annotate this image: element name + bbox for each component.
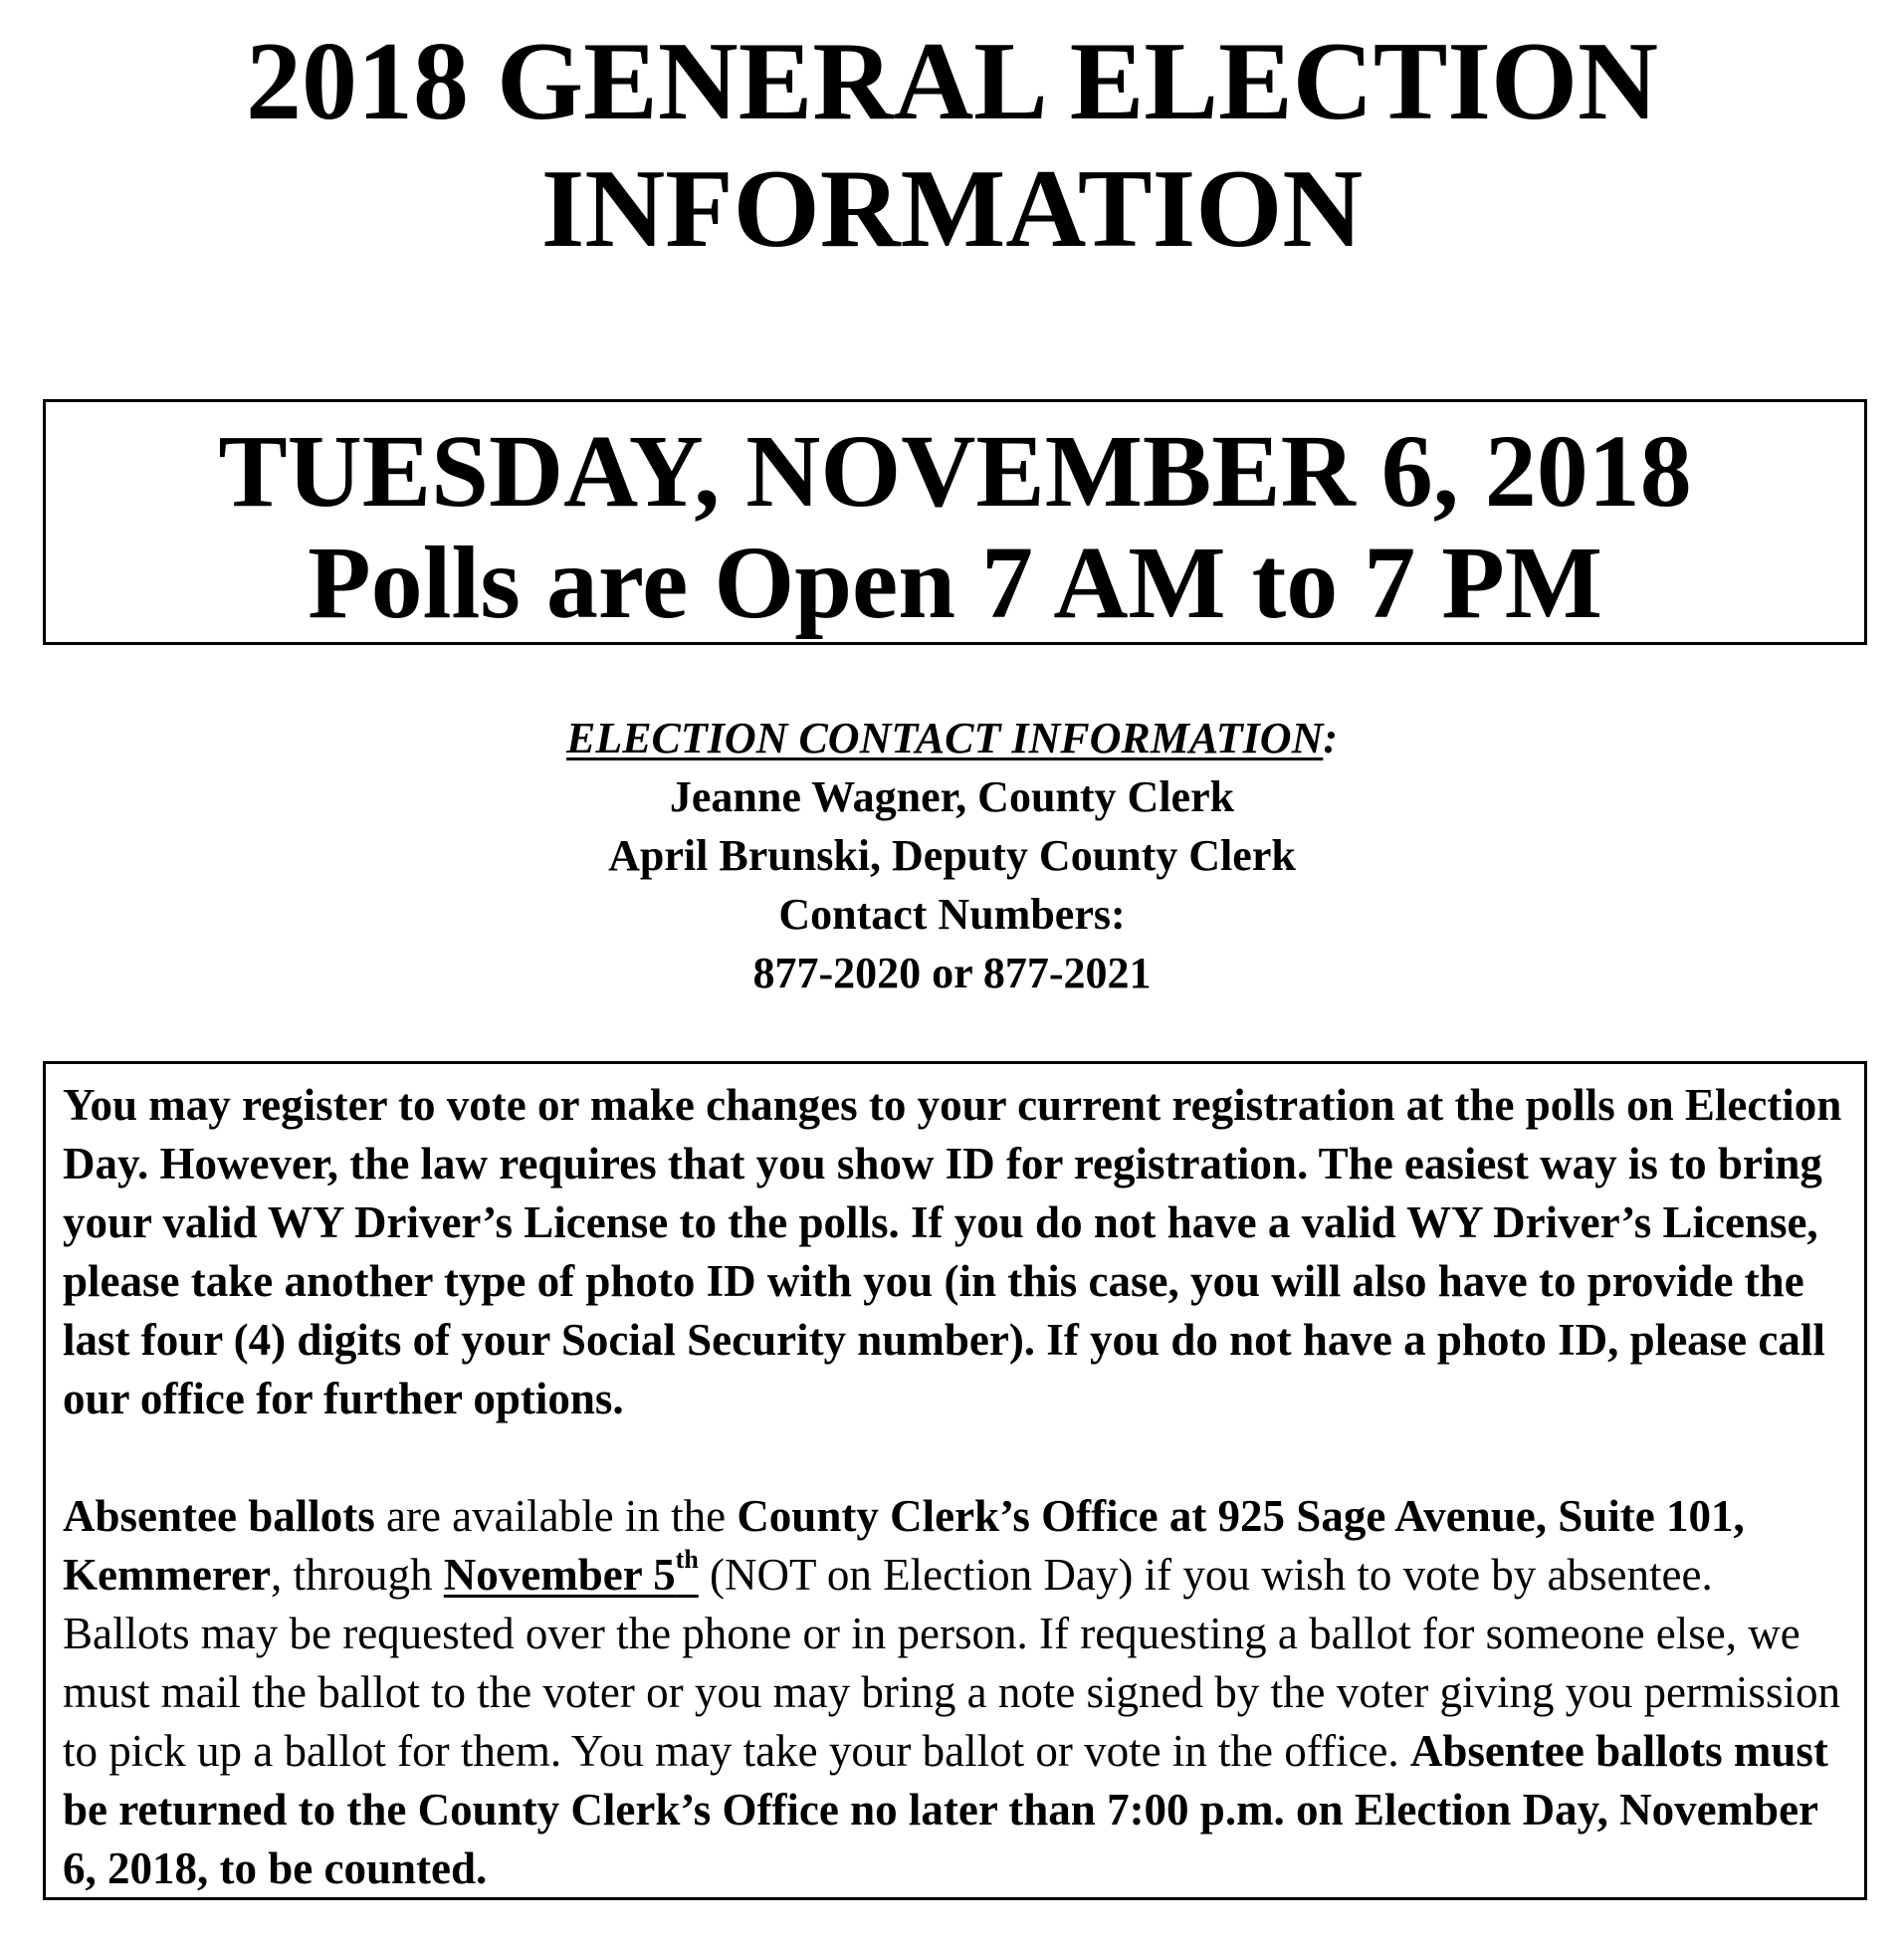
- absentee-paragraph: [63, 1487, 1848, 1898]
- absentee-text-1: are available in the: [374, 1491, 738, 1541]
- registration-paragraph: You may register to vote or make changes to your current registration at the polls on Election Day. However, the law requires that you show ID for registration. The easiest way is to bring your valid WY Driver’s License to the polls. If you do not have a valid WY Driver’s License, please take another type of photo ID with you (in this case, you will also have to provide the last four (4) digits of your Social Security number). If you do not have a photo ID, please call our office for further options.: [63, 1080, 1842, 1423]
- contact-section: [0, 709, 1904, 1002]
- contact-heading-colon: :: [1323, 714, 1338, 762]
- election-date-box: [43, 399, 1867, 645]
- contact-heading: [0, 709, 1904, 767]
- title-line-1: 2018 GENERAL ELECTION: [246, 20, 1658, 143]
- clerk-office-address: County Clerk’s Office at 925 Sage Avenue, Suite 101, Kemmerer: [63, 1491, 1745, 1600]
- page-title: [0, 18, 1904, 273]
- election-date: TUESDAY, NOVEMBER 6, 2018: [218, 414, 1692, 529]
- absentee-return-deadline: Absentee ballots must be returned to the County Clerk’s Office no later than 7:00 p.m. on Election Day, November 6, 2018, to be counted.: [63, 1726, 1828, 1893]
- absentee-deadline-day: November 5: [443, 1550, 676, 1600]
- voter-info-box: [43, 1061, 1867, 1900]
- contact-numbers-label: Contact Numbers:: [778, 890, 1126, 939]
- absentee-text-3: (NOT on Election Day) if you wish to vote by absentee. Ballots may be requested over the phone or in person. If requesting a ballot for someone else, we must mail the ballot to the voter or you may bring a note signed by the voter giving you permission to pick up a ballot for them. You may take your ballot or vote in the office.: [63, 1550, 1840, 1776]
- absentee-text-2: , through: [271, 1550, 444, 1600]
- absentee-deadline-suffix: th: [675, 1545, 699, 1574]
- contact-heading-text: ELECTION CONTACT INFORMATION: [565, 714, 1324, 762]
- title-line-2: INFORMATION: [540, 147, 1364, 271]
- absentee-lead: Absentee ballots: [63, 1491, 375, 1541]
- polls-hours: Polls are Open 7 AM to 7 PM: [308, 526, 1602, 640]
- absentee-deadline: [443, 1545, 699, 1600]
- contact-numbers: 877-2020 or 877-2021: [752, 949, 1152, 997]
- deputy-county-clerk: April Brunski, Deputy County Clerk: [608, 831, 1296, 880]
- county-clerk: Jeanne Wagner, County Clerk: [669, 772, 1235, 821]
